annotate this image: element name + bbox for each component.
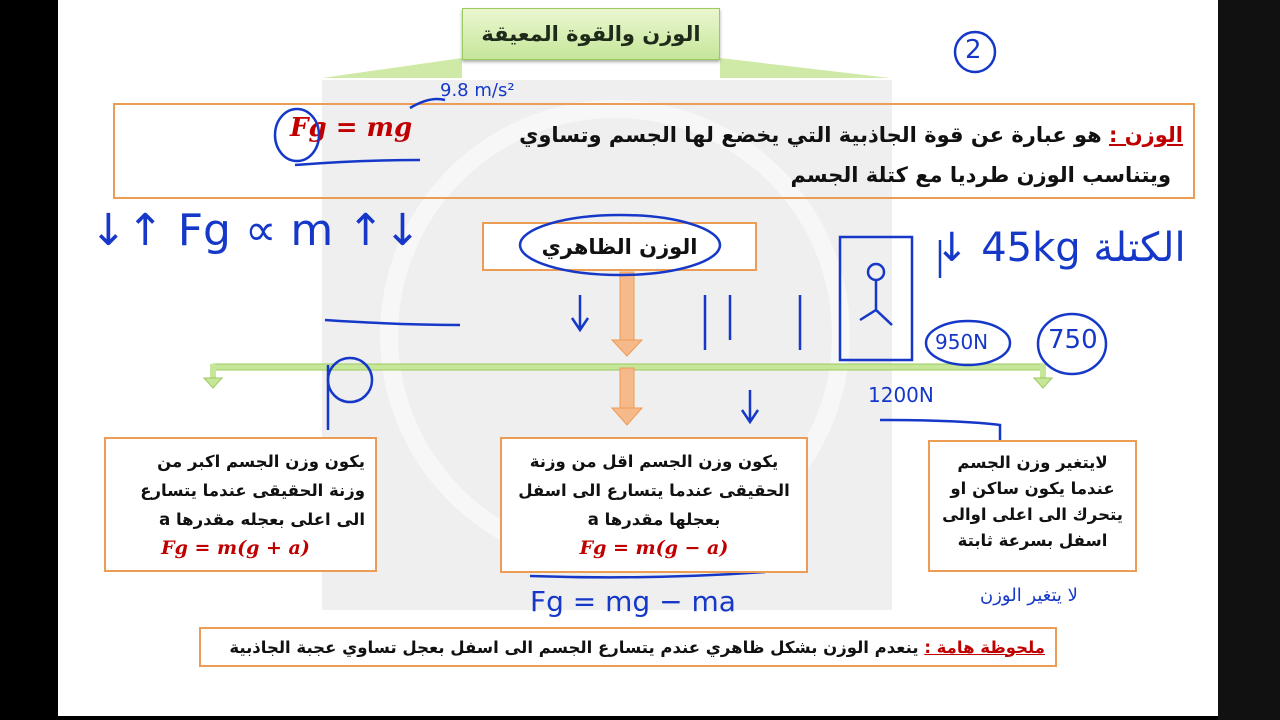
case-text: الى اعلى بعجله مقدرها a	[159, 510, 365, 529]
case-text: يتحرك الى اعلى اوالى	[942, 505, 1123, 524]
handwritten-g-value: 9.8 m/s²	[440, 80, 515, 101]
case-text: يكون وزن الجسم اكبر من	[157, 452, 365, 471]
case-text: اسفل بسرعة ثابتة	[957, 531, 1108, 550]
note-box	[199, 627, 1057, 667]
note-label: ملحوظة هامة :	[924, 637, 1045, 657]
case-text: الحقيقى عندما يتسارع الى اسفل	[518, 481, 790, 500]
handwritten-mass: ↓ 45kg الكتلة	[935, 225, 1186, 271]
definition-line-2: ويتناسب الوزن طرديا مع كتلة الجسم	[790, 163, 1171, 187]
handwritten-number: 2	[965, 35, 982, 65]
orange-arrow-1	[612, 272, 642, 356]
case-box-heavier	[104, 437, 377, 572]
case-box-lighter	[500, 437, 808, 573]
weight-formula: Fg = mg	[290, 113, 413, 143]
case-formula: Fg = m(g − a)	[579, 537, 729, 559]
case-text: يكون وزن الجسم اقل من وزنة	[529, 452, 779, 471]
note-text: ينعدم الوزن بشكل ظاهري عندم يتسارع الجسم الى اسفل بعجل تساوي عجبة الجاذبية	[229, 637, 919, 657]
definition-label: الوزن :	[1109, 123, 1183, 147]
handwritten-proportional: ↓↑ Fg ∝ m ↑↓	[90, 205, 421, 256]
case-text: عندما يكون ساكن او	[950, 479, 1115, 498]
apparent-weight-box: الوزن الظاهري	[482, 222, 757, 271]
slide-title: الوزن والقوة المعيقة	[462, 8, 720, 60]
handwritten-950n: 950N	[935, 330, 989, 354]
case-text: بعجلها مقدرها a	[587, 510, 721, 529]
case-box-unchanged	[928, 440, 1137, 572]
handwritten-no-change: لا يتغير الوزن	[980, 585, 1078, 606]
handwritten-formula: Fg = mg − ma	[530, 585, 736, 618]
handwritten-750: 750	[1048, 325, 1098, 355]
orange-arrow-2	[612, 368, 642, 425]
case-text: وزنة الحقيقى عندما يتسارع	[140, 481, 365, 500]
case-text: لايتغير وزن الجسم	[957, 453, 1108, 472]
definition-text: هو عبارة عن قوة الجاذبية التي يخضع لها الجسم وتساوي	[519, 123, 1102, 147]
case-formula: Fg = m(g + a)	[161, 537, 310, 559]
handwritten-1200n: 1200N	[868, 383, 934, 407]
